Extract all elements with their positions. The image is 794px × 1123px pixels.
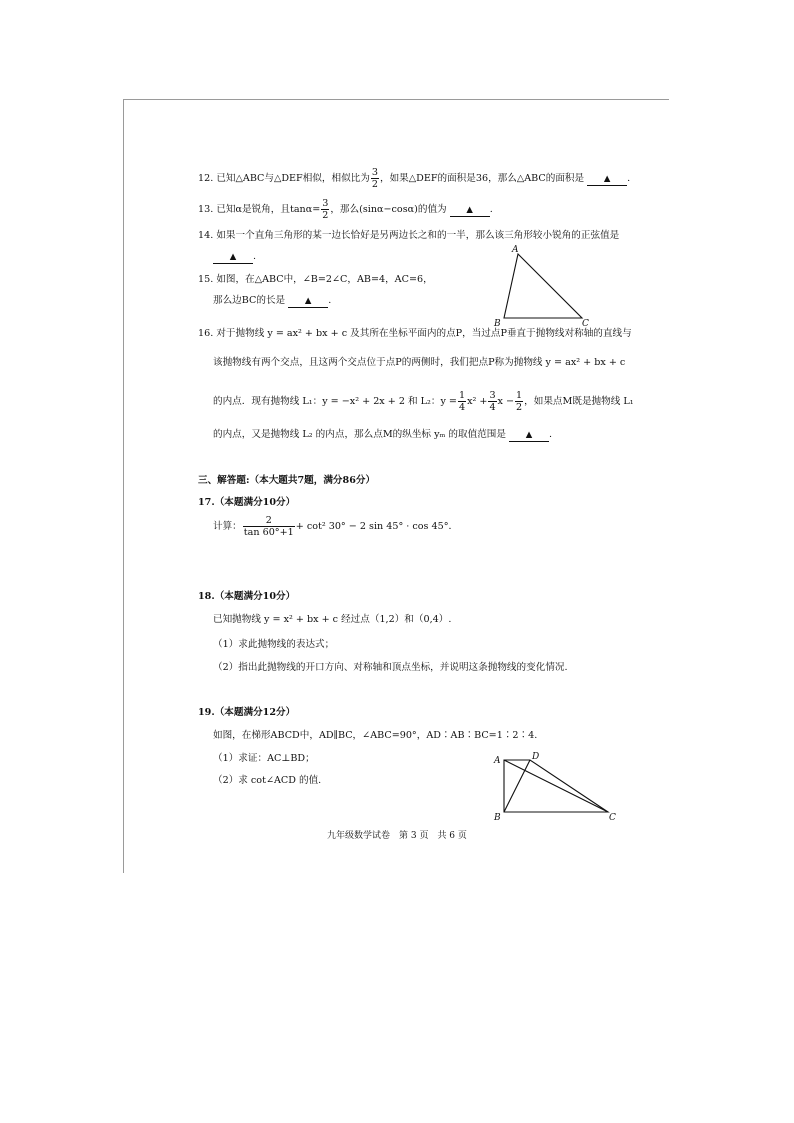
- diagonal-bd: [504, 760, 530, 812]
- question-16-line2: 该抛物线有两个交点，且这两个交点位于点P的两侧时，我们把点P称为抛物线 y = ax² + bx + c: [213, 357, 626, 368]
- answer-blank: ▲: [450, 205, 490, 217]
- expression: + cot² 30° − 2 sin 45° · cos 45°．: [295, 521, 459, 532]
- fraction-numerator: 1: [516, 390, 523, 401]
- question-13: [198, 198, 493, 221]
- question-text: 那么边BC的长是: [213, 295, 286, 306]
- question-text: x² +: [467, 396, 488, 407]
- question-text: 对于抛物线 y = ax² + bx + c 及其所在坐标平面内的点P，当过点P垂直于抛物线对称轴的直线与: [216, 328, 632, 339]
- answer-blank: ▲: [509, 430, 549, 442]
- fraction-denominator: 2: [516, 402, 523, 413]
- label-a: A: [494, 756, 501, 766]
- question-16: [198, 327, 632, 340]
- diagonal-ac: [504, 760, 608, 812]
- question-14-answer: [213, 250, 256, 264]
- question-text: 的内点，又是抛物线 L₂ 的内点，那么点M的纵坐标 yₘ 的取值范围是: [213, 429, 506, 440]
- question-number: 13.: [198, 204, 214, 215]
- period: .: [489, 204, 493, 215]
- fraction-denominator: 4: [458, 402, 466, 413]
- question-text: ，如果点M既是抛物线 L₁: [524, 396, 634, 407]
- period: .: [328, 295, 332, 306]
- fraction-numerator: 3: [371, 167, 378, 178]
- label-b: B: [494, 813, 501, 823]
- question-text: 已知△ABC与△DEF相似，相似比为: [216, 173, 370, 184]
- question-12: [198, 167, 630, 190]
- fraction-numerator: 1: [458, 390, 466, 401]
- fraction: [458, 390, 466, 413]
- question-17-expression: [213, 515, 458, 538]
- question-number: 12.: [198, 173, 214, 184]
- fraction: [243, 515, 295, 538]
- period: .: [253, 251, 257, 262]
- question-16-line4: [213, 428, 552, 442]
- trapezoid-figure: [490, 748, 620, 824]
- calc-label: 计算：: [213, 521, 242, 532]
- fraction-denominator: 2: [371, 179, 378, 190]
- label-b: B: [494, 319, 501, 329]
- fraction-denominator: tan 60°+1: [243, 527, 294, 538]
- fraction-denominator: 2: [322, 210, 329, 221]
- question-text: ，那么(sinα−cosα)的值为: [330, 204, 447, 215]
- period: .: [627, 173, 631, 184]
- fraction-numerator: 3: [322, 198, 329, 209]
- section-heading: 三、解答题:（本大题共7题，满分86分）: [198, 475, 376, 486]
- question-19-part1: （1）求证：AC⊥BD；: [213, 753, 315, 764]
- answer-blank: ▲: [288, 296, 328, 308]
- triangle-abc: [504, 254, 582, 318]
- page-border-top: [123, 99, 669, 100]
- label-a: A: [512, 245, 519, 255]
- question-18-title: 18.（本题满分10分）: [198, 591, 296, 602]
- label-d: D: [532, 752, 540, 762]
- page-footer: 九年级数学试卷 第 3 页 共 6 页: [327, 831, 467, 841]
- fraction-denominator: 4: [489, 402, 496, 413]
- fraction: [321, 198, 329, 221]
- triangle-figure: [490, 240, 600, 330]
- question-text: 如图，在△ABC中，∠B=2∠C，AB=4，AC=6，: [216, 274, 433, 285]
- fraction-ratio: [371, 167, 379, 190]
- question-17-title: 17.（本题满分10分）: [198, 497, 296, 508]
- question-number: 14.: [198, 230, 214, 241]
- question-15: [198, 273, 433, 286]
- question-number: 16.: [198, 328, 214, 339]
- question-18-part2: （2）指出此抛物线的开口方向、对称轴和顶点坐标，并说明这条抛物线的变化情况.: [213, 662, 568, 673]
- question-16-line3: [213, 390, 634, 413]
- question-18-part1: （1）求此抛物线的表达式；: [213, 639, 335, 650]
- label-c: C: [582, 319, 589, 329]
- fraction: [515, 390, 523, 413]
- question-15-line2: [213, 294, 331, 308]
- label-c: C: [609, 813, 616, 823]
- question-text: x −: [497, 396, 515, 407]
- question-text: 的内点．现有抛物线 L₁：y = −x² + 2x + 2 和 L₂：y =: [213, 396, 457, 407]
- question-19-title: 19.（本题满分12分）: [198, 707, 296, 718]
- question-19-part2: （2）求 cot∠ACD 的值.: [213, 775, 322, 786]
- question-text: ，如果△DEF的面积是36，那么△ABC的面积是: [379, 173, 585, 184]
- fraction: [488, 390, 496, 413]
- question-18-statement: 已知抛物线 y = x² + bx + c 经过点（1,2）和（0,4）.: [213, 614, 452, 625]
- period: .: [549, 429, 553, 440]
- question-number: 15.: [198, 274, 214, 285]
- fraction-numerator: 2: [243, 515, 295, 527]
- question-19-statement: 如图，在梯形ABCD中，AD∥BC，∠ABC=90°，AD∶AB∶BC=1∶2∶4.: [213, 730, 538, 741]
- answer-blank: ▲: [587, 174, 627, 186]
- answer-blank: ▲: [213, 252, 253, 264]
- page-border-left: [123, 99, 124, 873]
- fraction-numerator: 3: [489, 390, 496, 401]
- question-text: 已知α是锐角，且tanα=: [216, 204, 321, 215]
- question-text: 如果一个直角三角形的某一边长恰好是另两边长之和的一半，那么该三角形较小锐角的正弦值是: [216, 230, 620, 241]
